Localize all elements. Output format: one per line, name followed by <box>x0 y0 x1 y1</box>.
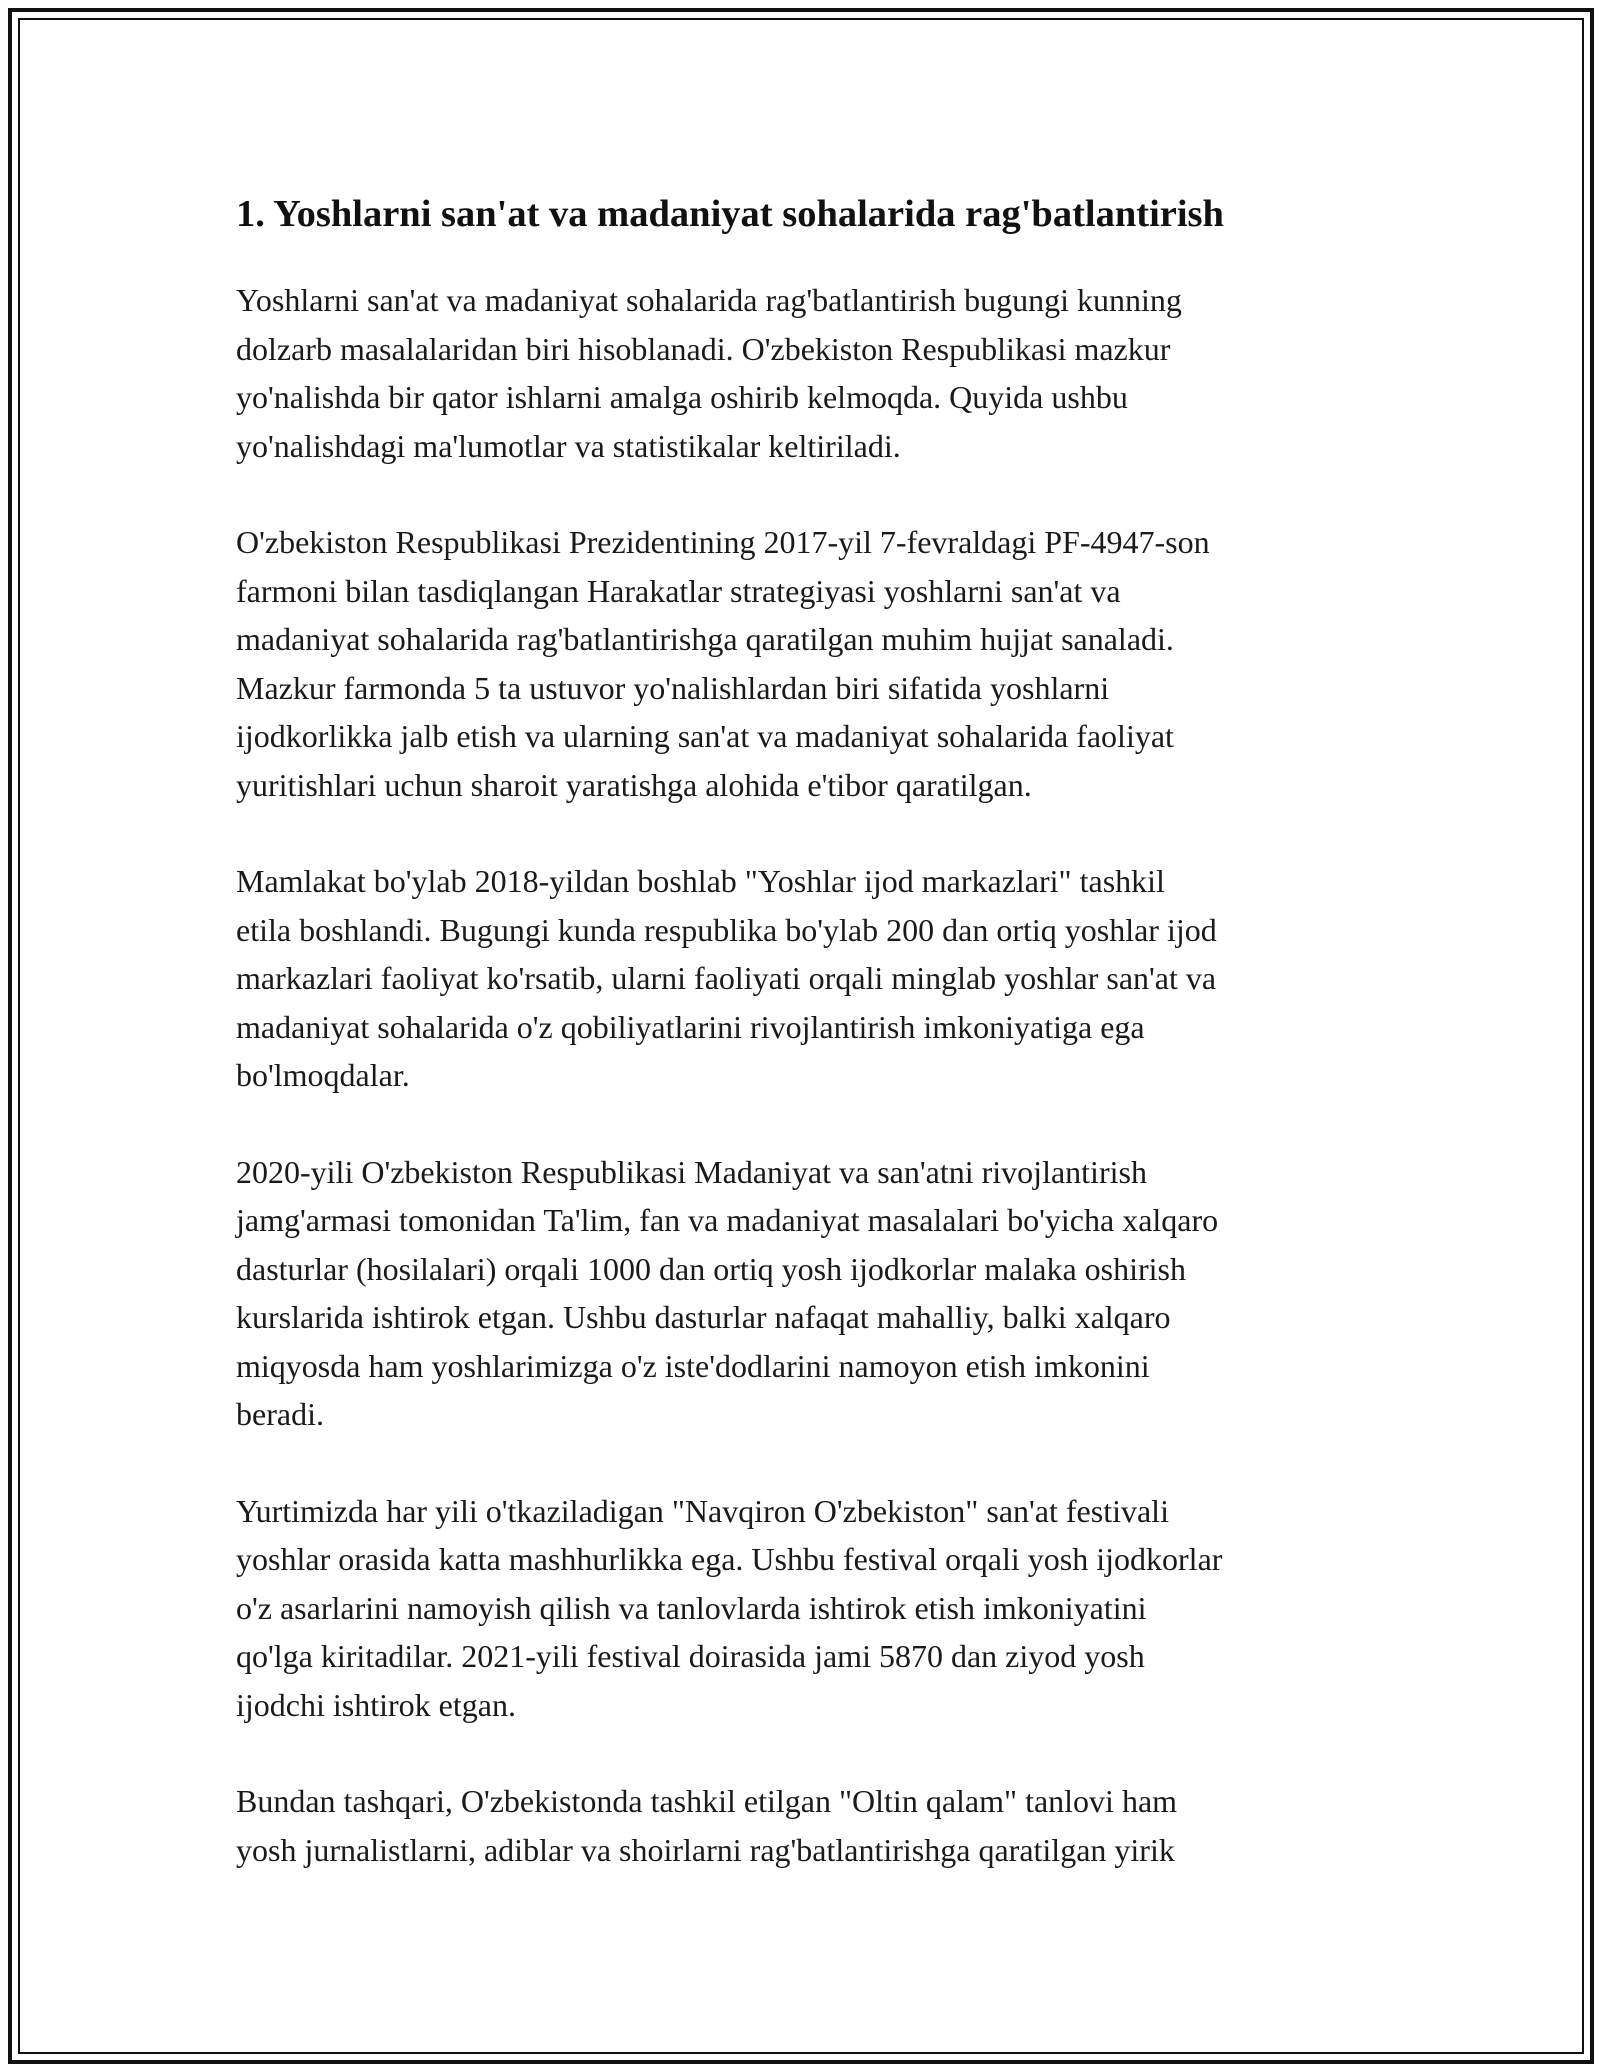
text-line: ijodchi ishtirok etgan. <box>236 1686 516 1723</box>
paragraph-youth-centers <box>236 857 1386 1100</box>
text-line: yoshlar orasida katta mashhurlikka ega. Ushbu festival orqali yosh ijodkorlar <box>236 1541 1223 1577</box>
text-line: dasturlar (hosilalari) orqali 1000 dan ortiq yosh ijodkorlar malaka oshirish <box>236 1250 1186 1287</box>
text-line: madaniyat sohalarida rag'batlantirishga qaratilgan muhim hujjat sanaladi. <box>236 621 1174 657</box>
text-line: Bundan tashqari, O'zbekistonda tashkil etilgan "Oltin qalam" tanlovi ham <box>236 1783 1178 1819</box>
section-heading: 1. Yoshlarni san'at va madaniyat sohalarida rag'batlantirish <box>236 193 1224 235</box>
text-line: o'z asarlarini namoyish qilish va tanlovlarda ishtirok etish imkoniyatini <box>236 1589 1147 1626</box>
text-line: yo'nalishda bir qator ishlarni amalga oshirib kelmoqda. Quyida ushbu <box>236 379 1128 415</box>
text-line: Yurtimizda har yili o'tkaziladigan "Navqiron O'zbekiston" san'at festivali <box>236 1492 1169 1529</box>
paragraph-oltin-qalam <box>236 1777 1386 1874</box>
paragraph-decree <box>236 518 1386 809</box>
text-line: yosh jurnalistlarni, adiblar va shoirlarni rag'batlantirishga qaratilgan yirik <box>236 1831 1175 1868</box>
text-line: yuritishlari uchun sharoit yaratishga alohida e'tibor qaratilgan. <box>236 766 1032 803</box>
text-line: Mamlakat bo'ylab 2018-yildan boshlab "Yoshlar ijod markazlari" tashkil <box>236 863 1165 899</box>
text-line: ijodkorlikka jalb etish va ularning san'at va madaniyat sohalarida faoliyat <box>236 718 1174 754</box>
text-line: bo'lmoqdalar. <box>236 1057 410 1093</box>
text-line: Yoshlarni san'at va madaniyat sohalarida rag'batlantirish bugungi kunning <box>236 282 1182 318</box>
text-line: 2020-yili O'zbekiston Respublikasi Madaniyat va san'atni rivojlantirish <box>236 1153 1147 1190</box>
text-line: kurslarida ishtirok etgan. Ushbu dasturlar nafaqat mahalliy, balki xalqaro <box>236 1299 1171 1335</box>
text-line: yo'nalishdagi ma'lumotlar va statistikalar keltiriladi. <box>236 427 901 464</box>
text-line: etila boshlandi. Bugungi kunda respublika bo'ylab 200 dan ortiq yoshlar ijod <box>236 911 1217 948</box>
text-line: miqyosda ham yoshlarimizga o'z iste'dodlarini namoyon etish imkonini <box>236 1347 1150 1384</box>
text-line: markazlari faoliyat ko'rsatib, ularni faoliyati orqali minglab yoshlar san'at va <box>236 960 1217 996</box>
text-line: farmoni bilan tasdiqlangan Harakatlar strategiyasi yoshlarni san'at va <box>236 572 1121 609</box>
text-line: qo'lga kiritadilar. 2021-yili festival doirasida jami 5870 dan ziyod yosh <box>236 1638 1145 1674</box>
text-line: beradi. <box>236 1396 324 1432</box>
text-line: dolzarb masalalaridan biri hisoblanadi. O'zbekiston Respublikasi mazkur <box>236 330 1171 367</box>
text-line: jamg'armasi tomonidan Ta'lim, fan va madaniyat masalalari bo'yicha xalqaro <box>236 1202 1219 1238</box>
text-line: Mazkur farmonda 5 ta ustuvor yo'nalishlardan biri sifatida yoshlarni <box>236 669 1110 706</box>
paragraph-festival <box>236 1487 1386 1730</box>
text-line: O'zbekiston Respublikasi Prezidentining 2017-yil 7-fevraldagi PF-4947-son <box>236 524 1210 560</box>
paragraph-intro <box>236 276 1386 470</box>
text-line: madaniyat sohalarida o'z qobiliyatlarini rivojlantirish imkoniyatiga ega <box>236 1008 1145 1045</box>
document-body <box>236 186 1386 1922</box>
paragraph-foundation-programs <box>236 1148 1386 1439</box>
